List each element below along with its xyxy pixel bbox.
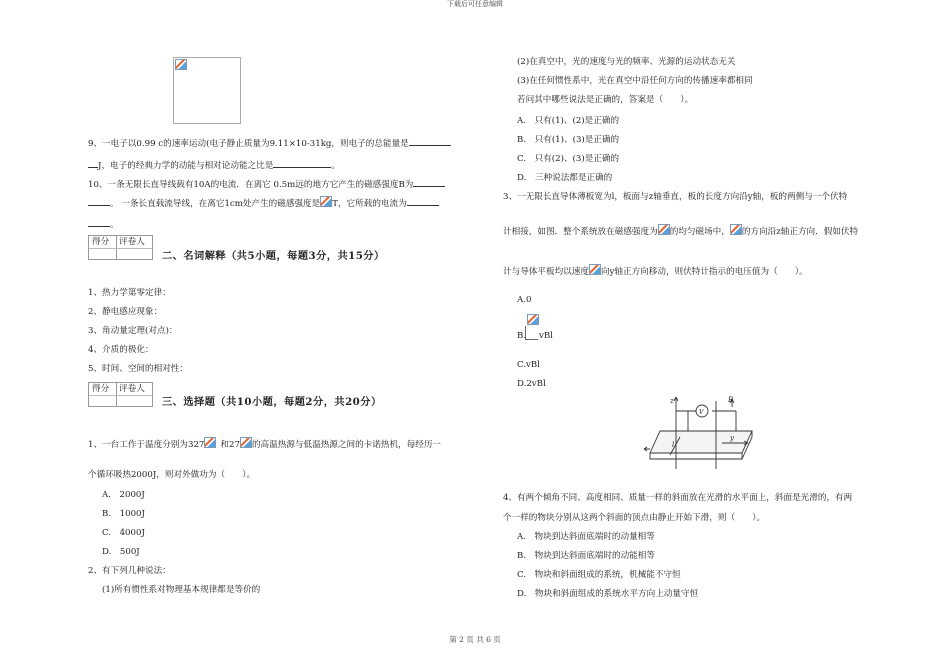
term-item: 4、介质的极化： (88, 345, 154, 355)
grader-box: 得分 评卷人 (88, 235, 153, 260)
formula-image-icon (204, 437, 216, 448)
blank (407, 196, 439, 206)
grader-box: 得分 评卷人 (88, 382, 153, 407)
q2-s2: (2)在真空中，光的速度与光的频率、光源的运动状态无关 (517, 57, 736, 67)
q10-line2: 。 一条长直载流导线，在离它1cm处产生的磁感强度是 T，它所载的电流为 (88, 196, 439, 210)
blank (413, 177, 445, 187)
q2-s3: (3)在任何惯性系中，光在真空中沿任何方向的传播速率都相同 (517, 76, 753, 86)
option: D. 三种说法都是正确的 (517, 173, 613, 183)
q2-ask: 若问其中哪些说法是正确的，答案是（ ）。 (517, 95, 694, 105)
s3-q1-line1: 1、一台工作于温度分别为327 和27 的高温热源与低温热源之间的卡诺热机，每经历一 (88, 437, 441, 451)
option: D.2vBl (517, 379, 546, 389)
option: B. 只有(1)、(3)是正确的 (517, 135, 620, 145)
formula-image-icon (658, 224, 670, 235)
q4-line2: 个一样的物块分别从这两个斜面的顶点由静止开始下滑，则（ ）。 (503, 513, 766, 523)
blank (409, 136, 451, 146)
fig-label-z: z (670, 397, 674, 405)
term-item: 3、角动量定理(对点)： (88, 326, 178, 336)
section2-title: 二、名词解释（共5小题，每题3分，共15分） (162, 250, 385, 262)
q4-line1: 4、有两个倾角不同、高度相同、质量一样的斜面放在光滑的水平面上，斜面是光滑的，有两 (503, 493, 853, 503)
formula-image-icon (240, 437, 252, 448)
blank (273, 158, 331, 168)
s3-q2-intro: 2、有下列几种说法： (88, 566, 171, 576)
formula-image-icon (730, 224, 742, 235)
term-item: 5、时间、空间的相对性： (88, 364, 188, 374)
voltmeter-plate-figure (640, 393, 770, 477)
formula-image-icon (527, 314, 539, 325)
blank (88, 158, 98, 168)
image-placeholder (173, 57, 241, 124)
formula-image-icon (589, 264, 601, 275)
option: D. 500J (102, 547, 140, 557)
option: C.vBl (517, 360, 540, 370)
fig-label-y: y (730, 434, 734, 442)
q3-line1: 3、一无限长直导体薄板宽为l，板面与z轴垂直，板的长度方向沿y轴，板的两侧与一个伏特 (503, 192, 848, 202)
q3-line3: 计与导体平板均以速度 向y轴正方向移动，则伏特计指示的电压值为（ ）。 (503, 264, 808, 278)
option: A. 只有(1)、(2)是正确的 (517, 116, 620, 126)
option: A.0 (517, 295, 532, 305)
page-header: 下载后可任意编辑 (447, 0, 503, 8)
q3-line2: 计相接，如图．整个系统放在磁感强度为 的均匀磁场中， 的方向沿z轴正方向．假如伏特 (503, 224, 858, 238)
q10-line1: 10、一条无限长直导线载有10A的电流．在离它 0.5m远的地方它产生的磁感强度B为 (88, 177, 445, 191)
fig-label-v: V (699, 409, 704, 416)
option: A. 物块到达斜面底端时的动量相等 (517, 532, 655, 542)
formula-image-icon (320, 196, 332, 207)
s3-q2-s1: (1)所有惯性系对物理基本规律都是等价的 (102, 585, 261, 595)
option: C. 4000J (102, 528, 145, 538)
option: B. 1000J (102, 509, 145, 519)
option: D. 物块和斜面组成的系统水平方向上动量守恒 (517, 589, 699, 599)
term-item: 2、静电感应现象： (88, 307, 163, 317)
q9-line1: 9、一电子以0.99 c的速率运动(电子静止质量为9.11×10-31kg，则电子的总能量是 (88, 136, 451, 150)
q10-line3: 。 (88, 217, 119, 231)
term-item: 1、热力学第零定律： (88, 288, 171, 298)
option: A. 2000J (102, 490, 145, 500)
s3-q1-line2: 个循环吸热2000J，则对外做功为（ ）。 (88, 470, 256, 480)
fig-label-l: l (672, 441, 675, 449)
option-b: B. vBl (517, 314, 577, 344)
q9-line2: J，电子的经典力学的动能与相对论动能之比是 。 (88, 158, 340, 172)
option: C. 只有(2)、(3)是正确的 (517, 154, 620, 164)
broken-image-icon (175, 59, 187, 70)
option: B. 物块到达斜面底端时的动能相等 (517, 551, 655, 561)
fig-label-b: B (728, 396, 734, 404)
section3-title: 三、选择题（共10小题，每题2分，共20分） (162, 396, 382, 408)
option: C. 物块和斜面组成的系统，机械能不守恒 (517, 570, 681, 580)
blank (88, 217, 110, 227)
page-footer: 第 2 页 共 6 页 (449, 635, 501, 644)
blank (88, 196, 110, 206)
